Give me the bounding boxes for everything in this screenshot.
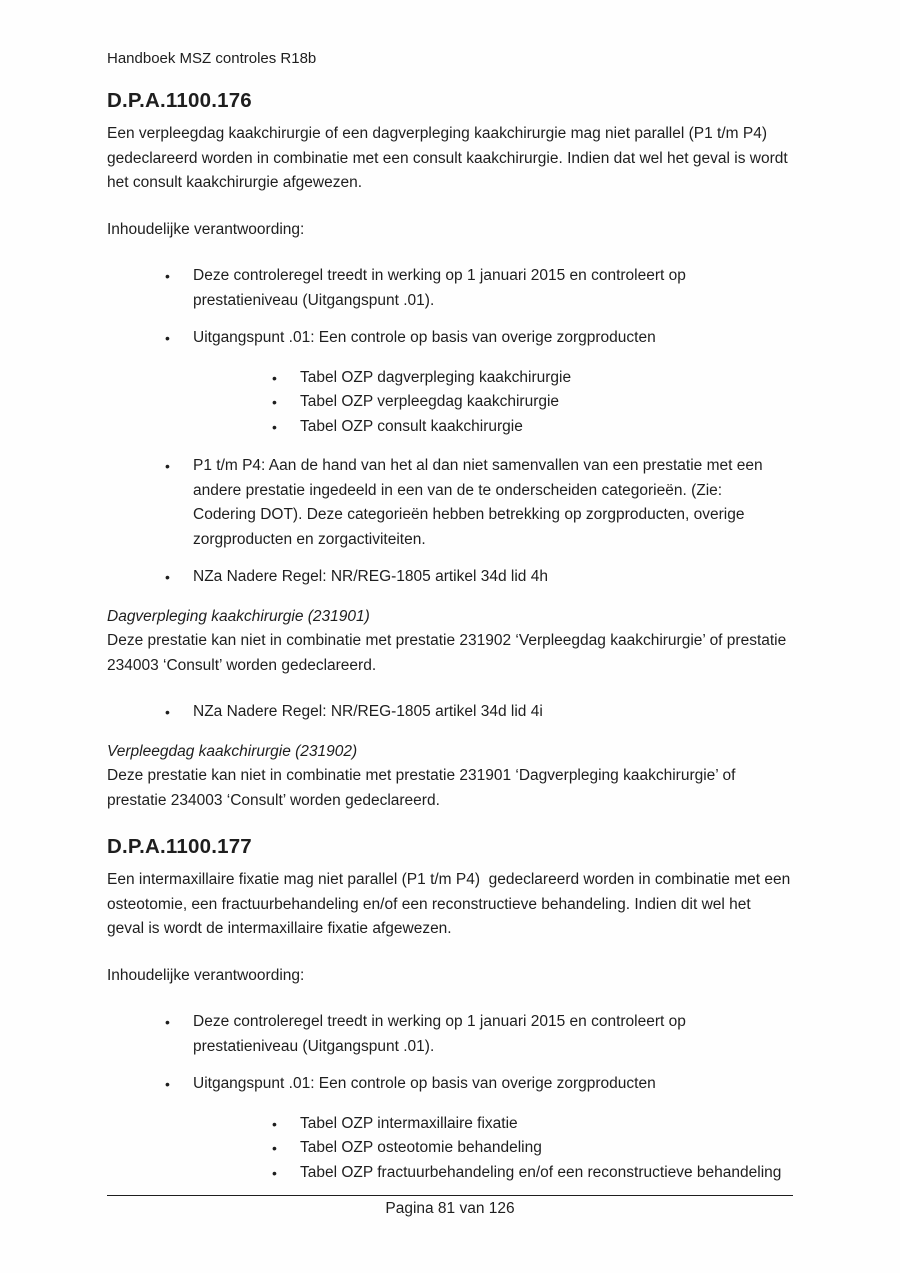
list-item-text: Tabel OZP fractuurbehandeling en/of een reconstructieve behandeling — [300, 1163, 782, 1181]
section-176-accountability-label: Inhoudelijke verantwoording: — [107, 220, 305, 238]
bullet-icon: • — [272, 1164, 277, 1181]
sub-list — [107, 366, 792, 440]
bullet-icon: • — [272, 1140, 277, 1156]
bullet-icon: • — [165, 330, 170, 346]
list-item — [107, 1112, 792, 1137]
section-176-intro: Een verpleegdag kaakchirurgie of een dagverpleging kaakchirurgie mag niet parallel (P1 t/m P4) gedeclareerd worden in combinatie met een consult kaakchirurgie. Indien dat wel het geval is wordt het consult kaakchirurgie afgewezen. — [107, 125, 792, 191]
list-item-text: Tabel OZP verpleegdag kaakchirurgie — [300, 393, 560, 410]
subsection-title-231902: Verpleegdag kaakchirurgie (231902) — [107, 742, 358, 760]
list-item-text: Uitgangspunt .01: Een controle op basis van overige zorgproducten — [193, 329, 656, 346]
bullet-icon: • — [165, 268, 170, 284]
bullet-icon: • — [165, 1076, 170, 1092]
page-number-label: Pagina 81 van 126 — [385, 1200, 515, 1217]
list-item — [107, 1072, 792, 1097]
bullet-icon: • — [165, 704, 170, 720]
section-177-accountability-label: Inhoudelijke verantwoording: — [107, 966, 305, 984]
list-item-text: Deze controleregel treedt in werking op 1 januari 2015 en controleert op prestatieniveau (Uitgangspunt .01). — [193, 1013, 686, 1055]
list-item-text: Tabel OZP osteotomie behandeling — [300, 1139, 542, 1156]
list-item — [107, 366, 792, 391]
list-item-text: Tabel OZP consult kaakchirurgie — [300, 417, 523, 435]
list-item-text: P1 t/m P4: Aan de hand van het al dan niet samenvallen van een prestatie met een andere prestatie ingedeeld in een van de te onderscheiden categorieën. (Zie: Codering DOT). Deze categorieën hebben betrekking op zorgproducten, overige zorgproducten en zorgactiviteiten. — [193, 457, 763, 548]
bullet-icon: • — [272, 418, 277, 435]
list-item — [107, 1161, 792, 1186]
section-177-intro: Een intermaxillaire fixatie mag niet parallel (P1 t/m P4) gedeclareerd worden in combinatie met een osteotomie, een fractuurbehandeling en/of een reconstructieve behandeling. Indien dit wel het geval is wordt de intermaxillaire fixatie afgewezen. — [107, 871, 795, 937]
list-item-text: NZa Nadere Regel: NR/REG-1805 artikel 34d lid 4i — [193, 703, 543, 720]
list-item — [107, 454, 792, 552]
bullet-icon: • — [165, 1014, 170, 1030]
bullet-icon: • — [272, 369, 277, 386]
list-item-text: Uitgangspunt .01: Een controle op basis van overige zorgproducten — [193, 1075, 656, 1092]
list-item — [107, 1010, 792, 1059]
list-item — [107, 700, 792, 725]
page-footer — [107, 1195, 793, 1218]
section-title-177: D.P.A.1100.177 — [107, 835, 252, 858]
list-item-text: NZa Nadere Regel: NR/REG-1805 artikel 34d lid 4h — [193, 568, 548, 585]
subsection-title-231901: Dagverpleging kaakchirurgie (231901) — [107, 607, 370, 625]
list-item-text: Tabel OZP intermaxillaire fixatie — [300, 1114, 518, 1132]
list-item — [107, 565, 792, 590]
list-item — [107, 326, 792, 351]
section-title-176: D.P.A.1100.176 — [107, 89, 252, 112]
bullet-icon: • — [165, 458, 170, 474]
subsection-231901-body: Deze prestatie kan niet in combinatie met prestatie 231902 ‘Verpleegdag kaakchirurgie’ of prestatie 234003 ‘Consult’ worden gedeclareerd. — [107, 632, 791, 674]
sub-list — [107, 1112, 792, 1186]
list-item — [107, 415, 792, 440]
subsection-231902-body: Deze prestatie kan niet in combinatie met prestatie 231901 ‘Dagverpleging kaakchirurgie’ of prestatie 234003 ‘Consult’ worden gedeclareerd. — [107, 767, 740, 809]
bullet-icon: • — [272, 1115, 277, 1132]
list-item-text: Deze controleregel treedt in werking op 1 januari 2015 en controleert op prestatieniveau (Uitgangspunt .01). — [193, 267, 686, 309]
list-item-text: Tabel OZP dagverpleging kaakchirurgie — [300, 368, 572, 386]
list-item — [107, 390, 792, 415]
list-item — [107, 264, 792, 313]
document-header: Handboek MSZ controles R18b — [107, 50, 317, 67]
bullet-icon: • — [272, 394, 277, 410]
bullet-icon: • — [165, 569, 170, 585]
list-item — [107, 1136, 792, 1161]
